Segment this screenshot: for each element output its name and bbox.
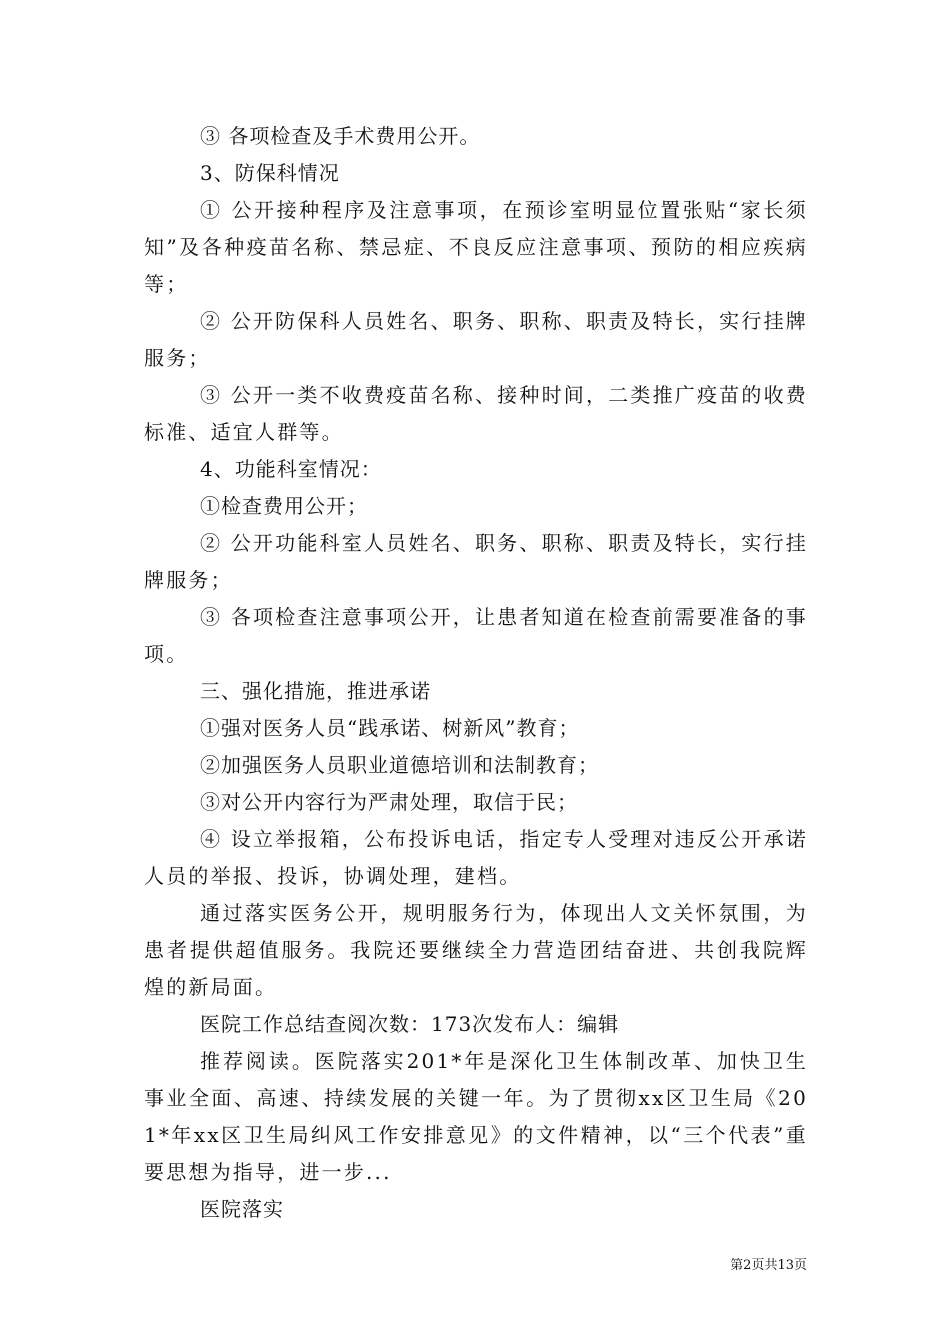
recommended-reading-title: 医院落实 [200, 1197, 284, 1221]
paragraph-exam-notes: ③ 各项检查注意事项公开，让患者知道在检查前需要准备的事项。 [144, 605, 808, 666]
paragraph-ethics-training: ②加强医务人员职业道德培训和法制教育； [200, 753, 599, 777]
section-heading-prevention-dept: 3、防保科情况 [200, 161, 340, 185]
paragraph-functional-staff: ② 公开功能科室人员姓名、职务、职称、职责及特长，实行挂牌服务； [144, 531, 808, 592]
paragraph-staff-education: ①强对医务人员“践承诺、树新风”教育； [200, 716, 580, 740]
paragraph-conclusion: 通过落实医务公开，规明服务行为，体现出人文关怀氛围，为患者提供超值服务。我院还要继续全力营造团结奋进、共创我院辉煌的新局面。 [144, 901, 808, 999]
paragraph-vaccination-procedure: ① 公开接种程序及注意事项，在预诊室明显位置张贴“家长须知”及各种疫苗名称、禁忌症、不良反应注意事项、预防的相应疾病等； [144, 198, 808, 296]
paragraph-complaint-box: ④ 设立举报箱，公布投诉电话，指定专人受理对违反公开承诺人员的举报、投诉，协调处理，建档。 [144, 827, 808, 888]
section-heading-functional-dept: 4、功能科室情况： [200, 457, 382, 481]
paragraph-strict-handling: ③对公开内容行为严肃处理，取信于民； [200, 790, 578, 814]
paragraph-exam-fees: ①检查费用公开； [200, 494, 368, 518]
recommended-reading-excerpt: 推荐阅读。医院落实201*年是深化卫生体制改革、加快卫生事业全面、高速、持续发展的关键一年。为了贯彻xx区卫生局《201*年xx区卫生局纠风工作安排意见》的文件精神，以“三个代表”重要思想为指导，进一步... [144, 1049, 808, 1184]
document-body [144, 118, 808, 1228]
page-number-footer: 第2页共13页 [730, 1258, 807, 1273]
paragraph-prevention-staff: ② 公开防保科人员姓名、职务、职称、职责及特长，实行挂牌服务； [144, 309, 808, 370]
paragraph-vaccine-fees: ③ 公开一类不收费疫苗名称、接种时间，二类推广疫苗的收费标准、适宜人群等。 [144, 383, 808, 444]
section-heading-measures: 三、强化措施，推进承诺 [200, 679, 431, 703]
article-meta-line: 医院工作总结查阅次数：173次发布人：编辑 [200, 1012, 620, 1036]
paragraph-item-3-expense-public: ③ 各项检查及手术费用公开。 [200, 124, 481, 148]
